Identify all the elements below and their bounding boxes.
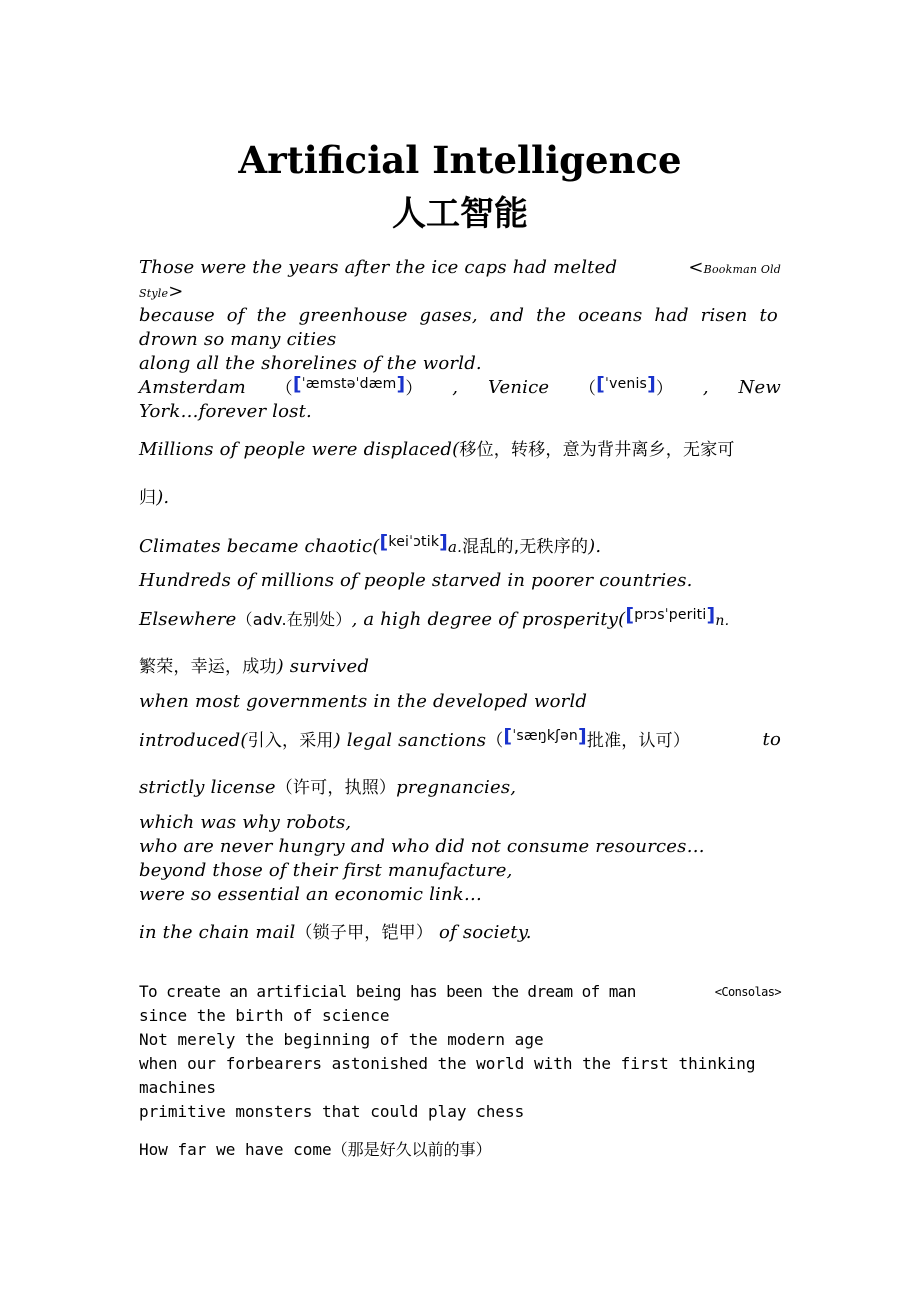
mono-line6: primitive monsters that could play chess — [139, 1102, 525, 1121]
mono-line3: Not merely the beginning of the modern age — [139, 1030, 544, 1049]
license-line: strictly license（许可，执照）pregnancies, — [139, 777, 517, 798]
para1-font-tag-end: Style> — [139, 281, 184, 302]
introduced-line: introduced(引入，采用) legal sanctions（[$^{ˈsæŋkʃən}$]批准，认可） to — [139, 725, 781, 751]
para1-line3: drown so many cities — [139, 329, 337, 350]
para1-line2: because of the greenhouse gases, and the oceans had risen to — [139, 305, 778, 326]
survived-line: 繁荣，幸运，成功) survived — [139, 656, 370, 677]
para3-line1: which was why robots, — [139, 812, 352, 833]
title-english: Artificial Intelligence — [238, 138, 682, 182]
consolas-font-tag: <Consolas> — [714, 985, 781, 999]
mono-line5: machines — [139, 1078, 217, 1097]
chaotic-line: Climates became chaotic([$^{keiˈɔtik}$]a.混乱的,无秩序的). — [139, 531, 602, 557]
para1-line6: York…forever lost. — [139, 401, 312, 422]
ipa-chaotic: keiˈɔtik — [388, 534, 440, 550]
starved-line: Hundreds of millions of people starved in poorer countries. — [139, 570, 693, 591]
para1-line4: along all the shorelines of the world. — [139, 353, 482, 374]
displaced-line: Millions of people were displaced(移位，转移，意为背井离乡，无家可 — [139, 439, 735, 460]
para3-line3: beyond those of their first manufacture, — [139, 860, 513, 881]
elsewhere-line: Elsewhere（adv.在别处）, a high degree of prosperity([$^{prɔsˈperiti}$]n. — [139, 604, 730, 630]
mono-line1: To create an artificial being has been the dream of man <Consolas> — [139, 980, 781, 1004]
ipa-amsterdam: ˈæmstəˈdæm — [301, 376, 397, 392]
ipa-sanctions: ˈsæŋkʃən — [512, 728, 578, 744]
displaced-line2: 归). — [139, 487, 170, 508]
mono-line7: How far we have come（那是好久以前的事） — [139, 1140, 492, 1159]
governments-line: when most governments in the developed world — [139, 691, 588, 712]
para1-line1: Those were the years after the ice caps had melted <Bookman Old — [139, 257, 781, 278]
para3-line2: who are never hungry and who did not consume resources… — [139, 836, 705, 857]
title-chinese: 人工智能 — [392, 194, 528, 234]
ipa-venice: ˈvenis — [605, 376, 648, 392]
chain-line: in the chain mail（锁子甲，铠甲） of society. — [139, 922, 532, 943]
para3-line4: were so essential an economic link… — [139, 884, 483, 905]
ipa-prosperity: prɔsˈperiti — [634, 607, 707, 623]
mono-line2: since the birth of science — [139, 1006, 390, 1025]
para1-line5: Amsterdam （[$^{ˈæmstəˈdæm}$]） , Venice （[$^{ˈvenis}$]） , New — [139, 373, 781, 399]
mono-line4: when our forbearers astonished the world with the first thinking — [139, 1054, 756, 1073]
